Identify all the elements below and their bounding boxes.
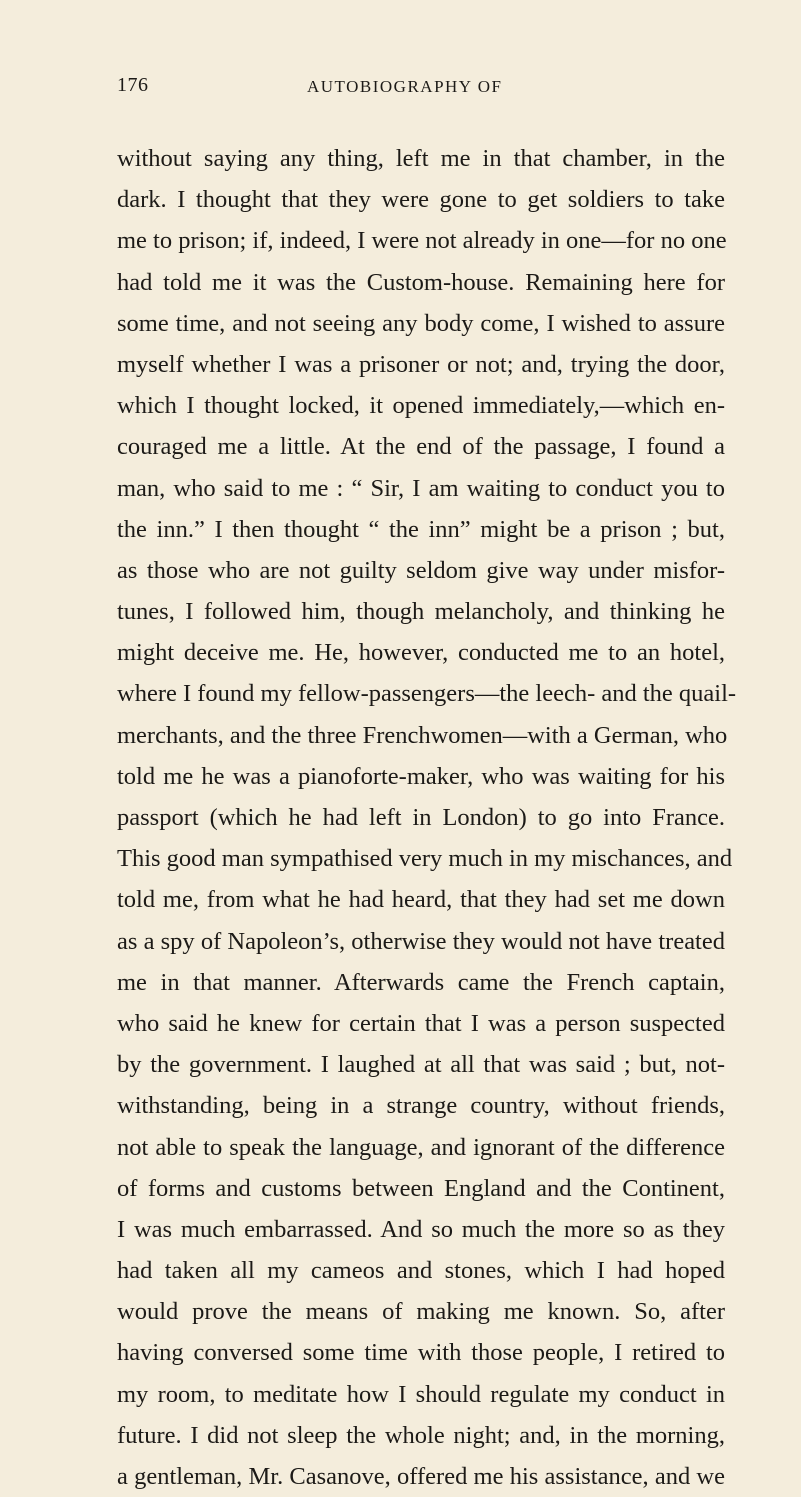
text-line: told me he was a pianoforte-maker, who was waiting for his: [117, 762, 725, 790]
text-line: This good man sympathised very much in my mischances, and: [117, 845, 733, 873]
text-line: would prove the means of making me known. So, after: [117, 1298, 725, 1326]
text-line: some time, and not seeing any body come, I wished to assure: [117, 309, 725, 337]
text-line: as those who are not guilty seldom give way under misfor-: [117, 556, 725, 584]
text-line: had taken all my cameos and stones, which I had hoped: [117, 1257, 725, 1285]
text-line: which I thought locked, it opened immediately,—which en-: [117, 392, 725, 420]
text-line: where I found my fellow-passengers—the leech- and the quail-: [117, 680, 737, 708]
text-line: future. I did not sleep the whole night; and, in the morning,: [117, 1421, 725, 1449]
text-line: by the government. I laughed at all that was said ; but, not-: [117, 1051, 725, 1079]
text-line: as a spy of Napoleon’s, otherwise they would not have treated: [117, 927, 725, 955]
text-line: me to prison; if, indeed, I were not already in one—for no one: [117, 227, 727, 255]
text-line: dark. I thought that they were gone to get soldiers to take: [117, 186, 725, 214]
text-line: me in that manner. Afterwards came the French captain,: [117, 968, 725, 996]
text-line: without saying any thing, left me in that chamber, in the: [117, 145, 725, 172]
text-line: man, who said to me : “ Sir, I am waiting to conduct you to: [117, 474, 725, 502]
text-line: my room, to meditate how I should regulate my conduct in: [117, 1380, 725, 1408]
running-head: AUTOBIOGRAPHY OF: [307, 77, 503, 96]
text-line: withstanding, being in a strange country, without friends,: [117, 1092, 725, 1120]
text-line: of forms and customs between England and the Continent,: [117, 1174, 725, 1202]
page-number: 176: [117, 74, 149, 96]
text-line: merchants, and the three Frenchwomen—with a German, who: [117, 721, 728, 749]
page-header: [117, 74, 737, 104]
text-line: having conversed some time with those people, I retired to: [117, 1339, 725, 1367]
text-line: told me, from what he had heard, that they had set me down: [117, 886, 725, 914]
text-line: myself whether I was a prisoner or not; and, trying the door,: [117, 350, 725, 378]
text-line: who said he knew for certain that I was a person suspected: [117, 1009, 725, 1037]
text-line: not able to speak the language, and ignorant of the difference: [117, 1133, 725, 1161]
text-line: a gentleman, Mr. Casanove, offered me his assistance, and we: [117, 1463, 725, 1490]
text-line: had told me it was the Custom-house. Remaining here for: [117, 268, 725, 296]
body-text: [117, 138, 737, 1497]
text-line: couraged me a little. At the end of the passage, I found a: [117, 433, 725, 461]
text-line: tunes, I followed him, though melancholy, and thinking he: [117, 598, 725, 626]
text-line: passport (which he had left in London) to go into France.: [117, 804, 725, 831]
text-line: might deceive me. He, however, conducted me to an hotel,: [117, 639, 725, 667]
text-line: I was much embarrassed. And so much the more so as they: [117, 1215, 725, 1243]
text-line: the inn.” I then thought “ the inn” might be a prison ; but,: [117, 515, 725, 543]
